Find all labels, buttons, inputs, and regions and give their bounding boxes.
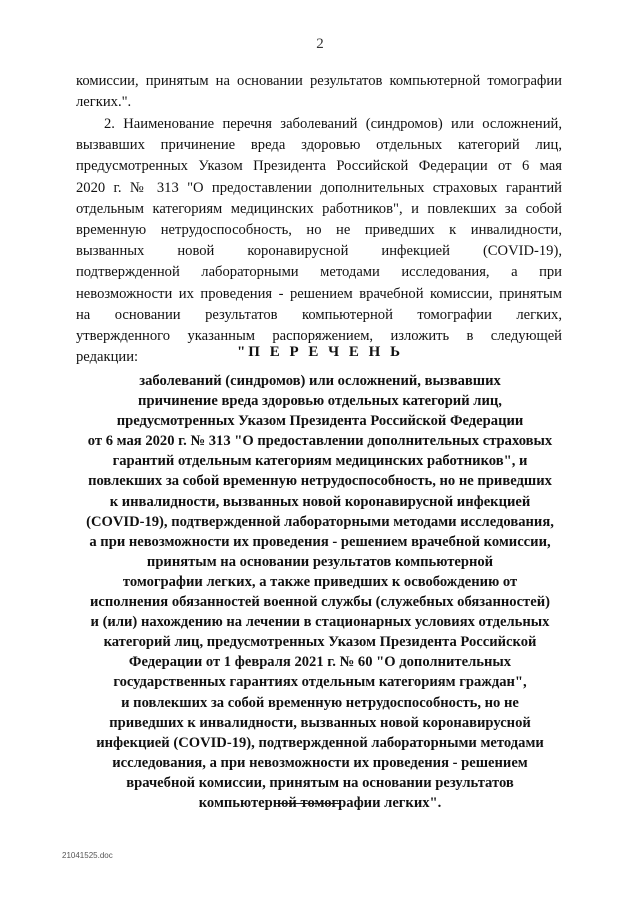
title-line: (COVID-19), подтвержденной лабораторными методами исследования,: [86, 513, 554, 530]
title-line: и (или) нахождению на лечении в стационарных условиях отдельных: [90, 614, 550, 631]
text-line: вызванных новой коронавирусной инфекцией (COVID-19),: [76, 243, 562, 260]
title-line: компьютерной томографии легких".: [198, 794, 442, 811]
title-line: томографии легких, а также приведших к освобождению от: [122, 573, 518, 590]
title-line: принятым на основании результатов компьютерной: [146, 553, 494, 570]
continuation-text: [76, 71, 562, 113]
footer-filename: 21041525.doc: [62, 851, 113, 860]
text-line: невозможности их проведения - решением врачебной комиссии, принятым: [76, 285, 562, 302]
text-line: комиссии, принятым на основании результатов компьютерной томографии: [76, 73, 562, 89]
title-line: инфекцией (COVID-19), подтвержденной лабораторными методами: [96, 734, 544, 751]
text-line: утвержденного указанным распоряжением, изложить в следующей: [76, 328, 562, 345]
title-line: повлекших за собой временную нетрудоспособность, но не приведших: [88, 473, 552, 490]
title-line: причинение вреда здоровью отдельных категорий лиц,: [138, 393, 502, 410]
title-line: исследования, а при невозможности их проведения - решением: [112, 754, 528, 771]
text-line: временную нетрудоспособность, но не приведших к инвалидности,: [76, 222, 562, 239]
text-line: 2. Наименование перечня заболеваний (синдромов) или осложнений,: [104, 116, 562, 132]
text-line: предусмотренных Указом Президента Российской Федерации от 6 мая: [76, 158, 562, 175]
text-line: вызвавших причинение вреда здоровью отдельных категорий лиц,: [76, 137, 562, 154]
text-line: легких.".: [76, 94, 132, 111]
title-line: Федерации от 1 февраля 2021 г. № 60 "О дополнительных: [128, 654, 512, 671]
title-line: от 6 мая 2020 г. № 313 "О предоставлении дополнительных страховых: [87, 433, 553, 450]
title-line: врачебной комиссии, принятым на основании результатов: [126, 774, 514, 791]
divider-line: [276, 803, 340, 804]
title-line: приведших к инвалидности, вызванных новой коронавирусной: [109, 714, 531, 731]
text-line: подтвержденной лабораторными методами исследования, а при: [76, 264, 562, 281]
title-line: а при невозможности их проведения - решением врачебной комиссии,: [89, 533, 551, 550]
list-title: [70, 371, 570, 813]
title-line: исполнения обязанностей военной службы (служебных обязанностей): [90, 594, 550, 611]
list-heading: "П Е Р Е Ч Е Н Ь: [236, 344, 403, 360]
title-line: гарантий отдельным категориям медицинских работников", и: [112, 453, 528, 470]
title-line: категорий лиц, предусмотренных Указом Президента Российской: [103, 634, 537, 651]
title-line: государственных гарантиях отдельным категориям граждан",: [113, 674, 527, 691]
title-line: и повлекших за собой временную нетрудоспособность, но не: [121, 694, 519, 711]
paragraph-2: [76, 114, 562, 368]
text-line: 2020 г. № 313 "О предоставлении дополнительных страховых гарантий: [76, 179, 562, 196]
text-line: на основании результатов компьютерной томографии легких,: [76, 306, 562, 323]
title-line: предусмотренных Указом Президента Российской Федерации: [116, 413, 524, 430]
page-number: 2: [316, 36, 324, 52]
title-line: к инвалидности, вызванных новой коронавирусной инфекцией: [109, 493, 531, 510]
text-line: редакции:: [76, 349, 139, 366]
text-line: отдельным категориям медицинских работников", и повлекших за собой: [76, 200, 562, 217]
title-line: заболеваний (синдромов) или осложнений, вызвавших: [139, 373, 501, 389]
